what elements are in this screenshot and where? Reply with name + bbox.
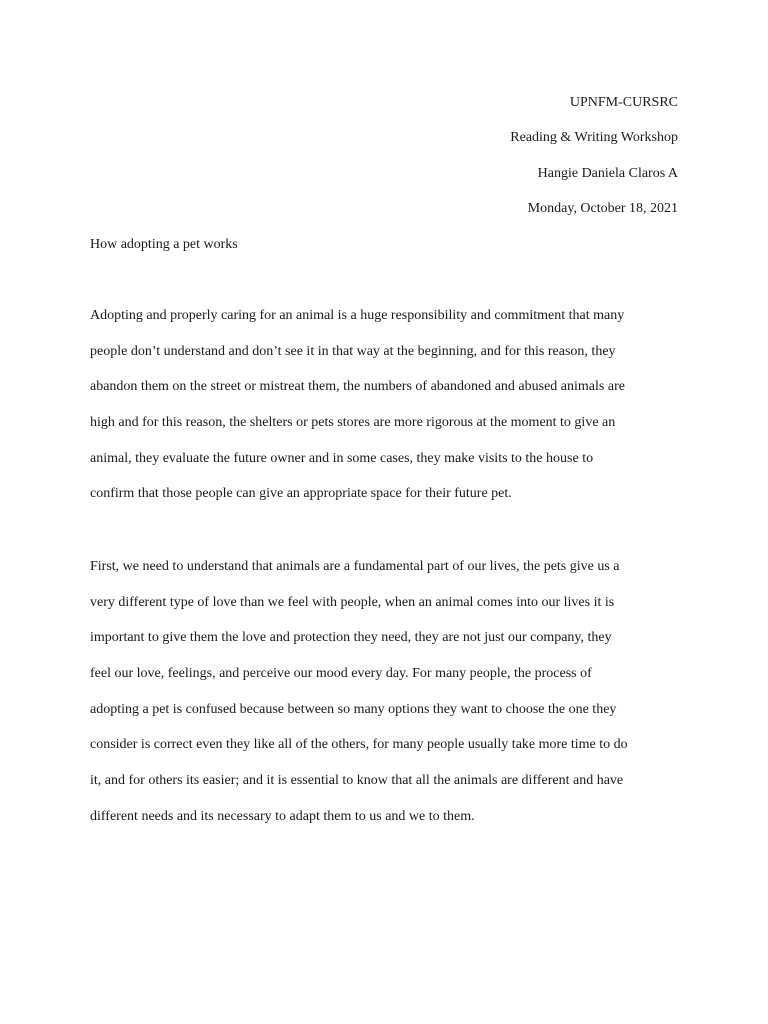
paragraph-line: adopting a pet is confused because between so many options they want to choose the one they (90, 701, 617, 717)
paragraph-line: animal, they evaluate the future owner and in some cases, they make visits to the house to (90, 450, 594, 466)
paragraph-line: it, and for others its easier; and it is essential to know that all the animals are different and have (90, 773, 624, 789)
paragraph-line: people don’t understand and don’t see it in that way at the beginning, and for this reason, they (90, 343, 616, 359)
header-author: Hangie Daniela Claros A (537, 166, 678, 181)
paragraph-2 (90, 549, 680, 835)
paragraph-line: important to give them the love and protection they need, they are not just our company, they (90, 630, 612, 646)
paragraph-line: Adopting and properly caring for an animal is a huge responsibility and commitment that many (90, 308, 625, 323)
paragraph-line: First, we need to understand that animals are a fundamental part of our lives, the pets give us a (90, 559, 620, 574)
paragraph-line: feel our love, feelings, and perceive our mood every day. For many people, the process of (90, 666, 592, 682)
paragraph-line: different needs and its necessary to adapt them to us and we to them. (90, 808, 475, 824)
paragraph-1 (90, 298, 680, 512)
header-course: Reading & Writing Workshop (510, 130, 678, 145)
paragraph-line: confirm that those people can give an appropriate space for their future pet. (90, 486, 512, 502)
paragraph-line: high and for this reason, the shelters or pets stores are more rigorous at the moment to give an (90, 415, 616, 431)
header-institution: UPNFM-CURSRC (569, 95, 678, 110)
header-date: Monday, October 18, 2021 (527, 201, 678, 216)
paragraph-line: abandon them on the street or mistreat them, the numbers of abandoned and abused animals are (90, 379, 625, 395)
paragraph-line: consider is correct even they like all of the others, for many people usually take more time to do (90, 737, 628, 753)
paragraph-line: very different type of love than we feel with people, when an animal comes into our lives it is (90, 594, 615, 610)
document-title: How adopting a pet works (90, 237, 238, 252)
